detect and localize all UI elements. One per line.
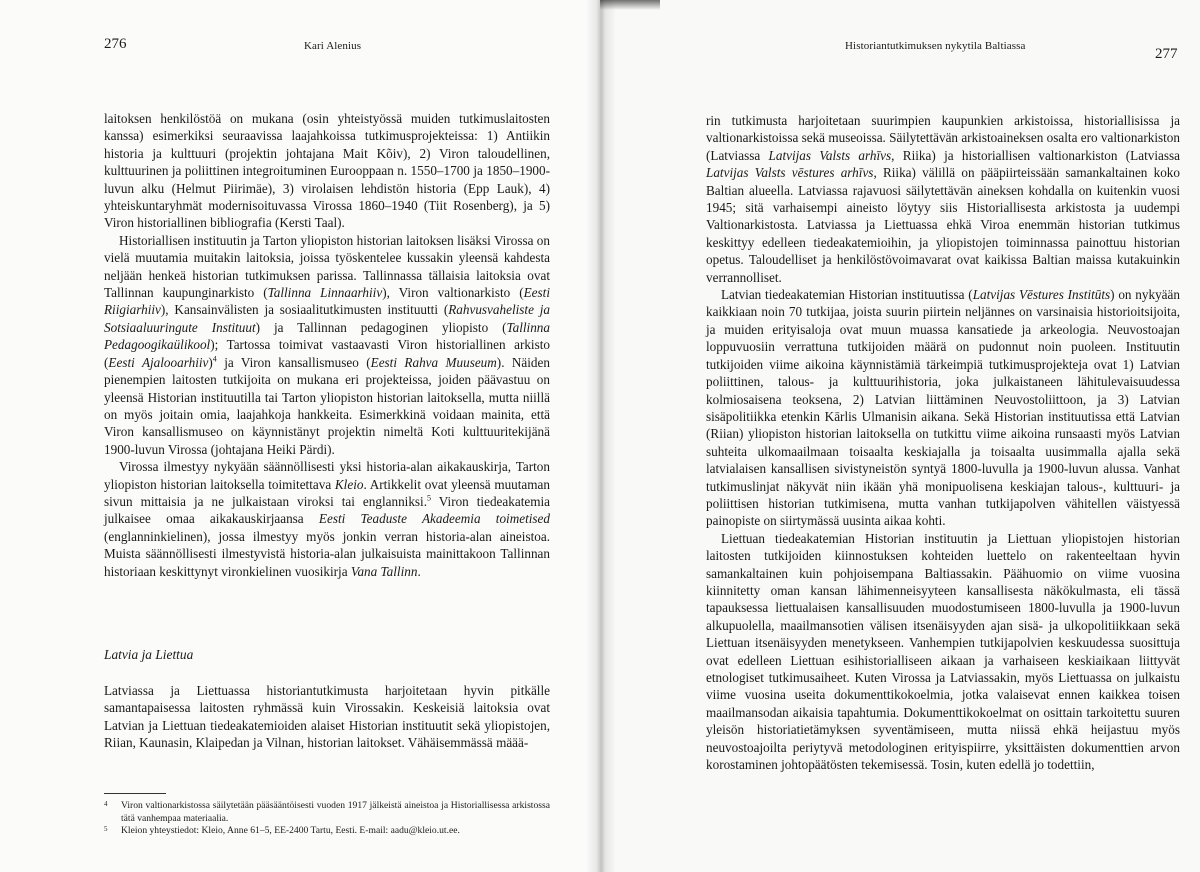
running-head: Kari Alenius [304, 40, 362, 52]
right-page [601, 0, 1200, 872]
italic-title: Latvijas Vēstures Institūts [972, 287, 1111, 303]
text-run: laitoksen henkilöstöä on mukana (osin yhteistyössä muiden tutkimuslaitosten kanssa) esimerkiksi seuraavissa laajahkoissa tutkimusprojekteissa: 1) Antiikin historia ja kulttuuri (projektin johtajana Mait Kõiv), 2) Viron taloudellinen, kulttuurinen ja poliittinen integroituminen Eurooppaan n. 1550–1700 ja 1850–1900-luvun alku (Helmut Piirimäe), 3) virolaisen lehdistön historia (Epp Lauk), 4) yhteiskuntaryhmät modernisoituvassa Virossa 1860–1940 (Tiit Rosenberg), ja 5) Viron historiallinen bibliografia (Kersti Taal). [104, 111, 550, 231]
text-run: . Artikkelit ovat yleensä muutaman sivun mittaisia ja ne julkaistaan viroksi tai englanniksi. [104, 476, 550, 509]
footnote-reference: 5 [427, 493, 432, 503]
paragraph [706, 286, 1180, 530]
text-run: (englanninkielinen), jossa ilmestyy myös jonkin verran historia-alan aineistoa. Muista säännöllisesti ilmestyvistä historia-alan julkaisuista mainittakoon Tallinnan historiaan keskittynyt vironkielinen vuosikirja [104, 528, 550, 579]
page-number: 276 [104, 36, 127, 52]
italic-title: Eesti Riigiarhiiv [104, 285, 550, 318]
footnote-rule [104, 793, 166, 794]
text-run: Virossa ilmestyy nykyään säännöllisesti yksi historia-alan aikakauskirja, Tarton yliopiston historian laitoksella toimitettava [104, 459, 550, 492]
binding-shadow [600, 0, 660, 10]
text-run: ) on nykyään kaikkiaan noin 70 tutkijaa, joista suurin piirtein neljännes on varsinaisia historioitsijoita, ja muiden erityisaloja ovat muun muassa kansatiede ja arkeologia. Neuvostoajan loppuvuosiin verrattuna tutkijoiden määrä on pudonnut noin puoleen. Instituutin tutkijoiden viime aikoina käynnistämiä tärkeimpiä tutkimusprojekteja ovat 1) Latvian poliittinen, talous- ja kulttuurihistoria, joka julkaistaneen lähitulevaisuudessa kolmiosaisena teoksena, 2) Latvian liittäminen Neuvostoliittoon, ja 3) Latvian sisäpolitiikka etenkin Kārlis Ulmanisin aikana. Sekä Historian instituutissa että Latvian (Riian) yliopiston historian laitoksella on tutkittu viime aikoina runsaasti myös Latvian suhteita ulkomaailmaan toisaalta keskiajalla ja toisaalta uusimmalla ajalla sekä latvialaisen kansallisen sivistyneistön syntyä 1800-luvulla ja 1900-luvun alussa. Vanhat tutkimuslinjat näkyvät niin ikään yhä monipuolisena keskiajan talous-, kulttuuri- ja poliittisen historian tutkimisena, mutta vanhan tutkijapolven vähitellen väistyessä painopiste on siirtymässä uusinta aikaa kohti. [706, 287, 1180, 529]
paragraph [706, 530, 1180, 774]
text-run: ). Näiden pienempien laitosten tutkijoita on mukana eri projekteissa, joiden päävastuu on yleensä Historian instituutilla tai Tarton yliopiston historian laitoksella, mutta niillä on myös joitain omia, laajahkoja hankkeita. Esimerkkinä voidaan mainita, että Viron kansallismuseo on käynnistänyt projektin nimeltä Koti kulttuuritekijänä 1900-luvun Virossa (johtajana Heiki Pärdi). [104, 354, 550, 457]
text-run: Historiallisen instituutin ja Tarton yliopiston historian laitoksen lisäksi Virossa on vielä muutamia muitakin laitoksia, joissa työskentelee kussakin yleensä kahdesta neljään henkeä historian tutkimuksen parissa. Tallinnassa tällaisia laitoksia ovat Tallinnan kaupunginarkisto ( [104, 232, 550, 301]
section-heading: Latvia ja Liettua [104, 647, 194, 662]
footnote [104, 825, 550, 838]
text-run: Viron tiedeakatemia julkaisee omaa aikakauskirjaansa [104, 493, 550, 527]
book-gutter [586, 0, 616, 872]
italic-title: Eesti Teaduste Akadeemia toimetised [318, 511, 550, 527]
italic-title: Latvijas Valsts vēstures arhīvs [706, 165, 874, 181]
italic-title: Kleio [334, 476, 364, 492]
footnotes [104, 800, 550, 838]
text-run: ) ja Tallinnan pedagoginen yliopisto ( [255, 319, 507, 335]
body-text [706, 112, 1180, 773]
paragraph [104, 110, 550, 232]
text-run: ), Viron valtionarkisto ( [382, 285, 524, 301]
footnote-reference: 4 [212, 354, 217, 364]
text-run: ) [208, 354, 213, 370]
italic-title: Rahvusvaheliste ja Sotsiaaluuringute Instituut [104, 302, 551, 335]
running-head: Historiantutkimuksen nykytila Baltiassa [845, 40, 1026, 52]
footnote-mark: 5 [104, 825, 108, 834]
footnote [104, 800, 550, 825]
body-text [104, 682, 550, 752]
paragraph [706, 112, 1180, 286]
text-run: ja Viron kansallismuseo ( [216, 354, 371, 370]
text-run: Liettuan tiedeakatemian Historian instituutin ja Liettuan yliopistojen historian laitosten tutkijoiden kiinnostuksen kohteiden luettelo on rakenteeltaan hyvin samankaltainen kuin pohjoisempana Baltiassakin. Päähuomio on viime vuosina kiinnitetty oman kansan lähimenneisyyteen kansallisesta näkökulmasta, eli tässä tapauksessa liettualaisen kansallisuuden muodostumiseen 1800-luvulla ja 1900-luvun alkupuolella, maailmansotien välisen itsenäisyyden ajan sisä- ja ulkopolitiikkaan sekä Liettuan itsenäisyyden menetykseen. Vanhempien tutkijapolvien keskuudessa suosittuja ovat edelleen Liettuan esihistorialliseen aikaan ja varhaiseen keskiaikaan liittyvät etnologiset tutkimusaiheet. Kuten Virossa ja Latviassakin, myös Liettuassa on julkaistu viime vuosina useita dokumenttikokoelmia, jotka valaisevat ennen kaikkea toisen maailmansodan aikaisia tapahtumia. Dokumenttikokoelmat on osittain tarkoitettu suuren yleisön historiatietämyksen syventämiseen, mutta niissä ehkä heijastuu myös neuvostoajoilta periytyvä metodologinen erityispiirre, yksittäisten dokumenttien arvon korostaminen johtopäätösten tekemisessä. Tosin, kuten edellä jo todettiin, [706, 530, 1180, 773]
footnote-text: Kleion yhteystiedot: Kleio, Anne 61–5, EE-2400 Tartu, Eesti. E-mail: aadu@kleio.ut.ee. [121, 825, 460, 837]
text-run: ), Kansainvälisten ja sosiaalitutkimusten instituutti ( [160, 302, 449, 318]
text-run: Latvian tiedeakatemian Historian instituutissa ( [721, 287, 973, 303]
text-run: , Riika) ja historiallisen valtionarkiston (Latviassa [891, 147, 1180, 163]
text-run: , Riika) välillä on pääpiirteissään samankaltainen koko Baltian alueella. Latviassa rajavuosi säilytettävän aineksen kohdalla on kuitenkin vuosi 1945; sitä varhaisempi aineisto löytyy siis Historiallisesta arkistosta ja uudempi Valtionarkistosta. Latviassa ja Liettuassa ehkä Viroa enemmän historian tutkimus keskittyy edelleen tiedeakatemioihin, ja yliopistojen toiminnassa painottuu historian opetus. Taloudelliset ja henkilöstövoimavarat ovat kaikissa Baltian maissa kutakuinkin verrannolliset. [706, 165, 1180, 285]
paragraph [104, 232, 550, 458]
text-run: rin tutkimusta harjoitetaan suurimpien kaupunkien arkistoissa, historiallisissa ja valtionarkistoissa sekä museoissa. Säilytettävän arkistoaineksen osalta ero valtionarkiston (Latviassa [706, 113, 1180, 163]
italic-title: Eesti Rahva Muuseum [370, 354, 497, 370]
footnote-text: Viron valtionarkistossa säilytetään pääsääntöisesti vuoden 1917 jälkeistä aineistoa ja Historiallisessa arkistossa tätä vanhempaa materiaalia. [121, 800, 550, 824]
italic-title: Tallinna Linnaarhiiv [267, 285, 383, 301]
paragraph [104, 682, 550, 752]
italic-title: Tallinna Pedagoogikaülikool [104, 319, 550, 353]
page-number: 277 [1155, 46, 1178, 62]
italic-title: Vana Tallinn [350, 563, 418, 579]
text-run: Latviassa ja Liettuassa historiantutkimusta harjoitetaan hyvin pitkälle samantapaisessa laitosten ryhmässä kuin Virossakin. Keskeisiä laitoksia ovat Latvian ja Liettuan tiedeakatemioiden alaiset Historian instituutit sekä yliopistojen, Riian, Kaunasin, Klaipedan ja Vilnan, historian laitokset. Vähäisemmässä määä- [104, 683, 550, 751]
footnote-mark: 4 [104, 800, 108, 808]
italic-title: Eesti Ajalooarhiiv [108, 354, 209, 370]
body-text [104, 110, 550, 580]
italic-title: Latvijas Valsts arhīvs [768, 147, 892, 163]
text-run: ); Tartossa toimivat vastaavasti Viron historiallinen arkisto ( [104, 337, 550, 370]
paragraph [104, 458, 550, 580]
text-run: . [417, 563, 421, 579]
